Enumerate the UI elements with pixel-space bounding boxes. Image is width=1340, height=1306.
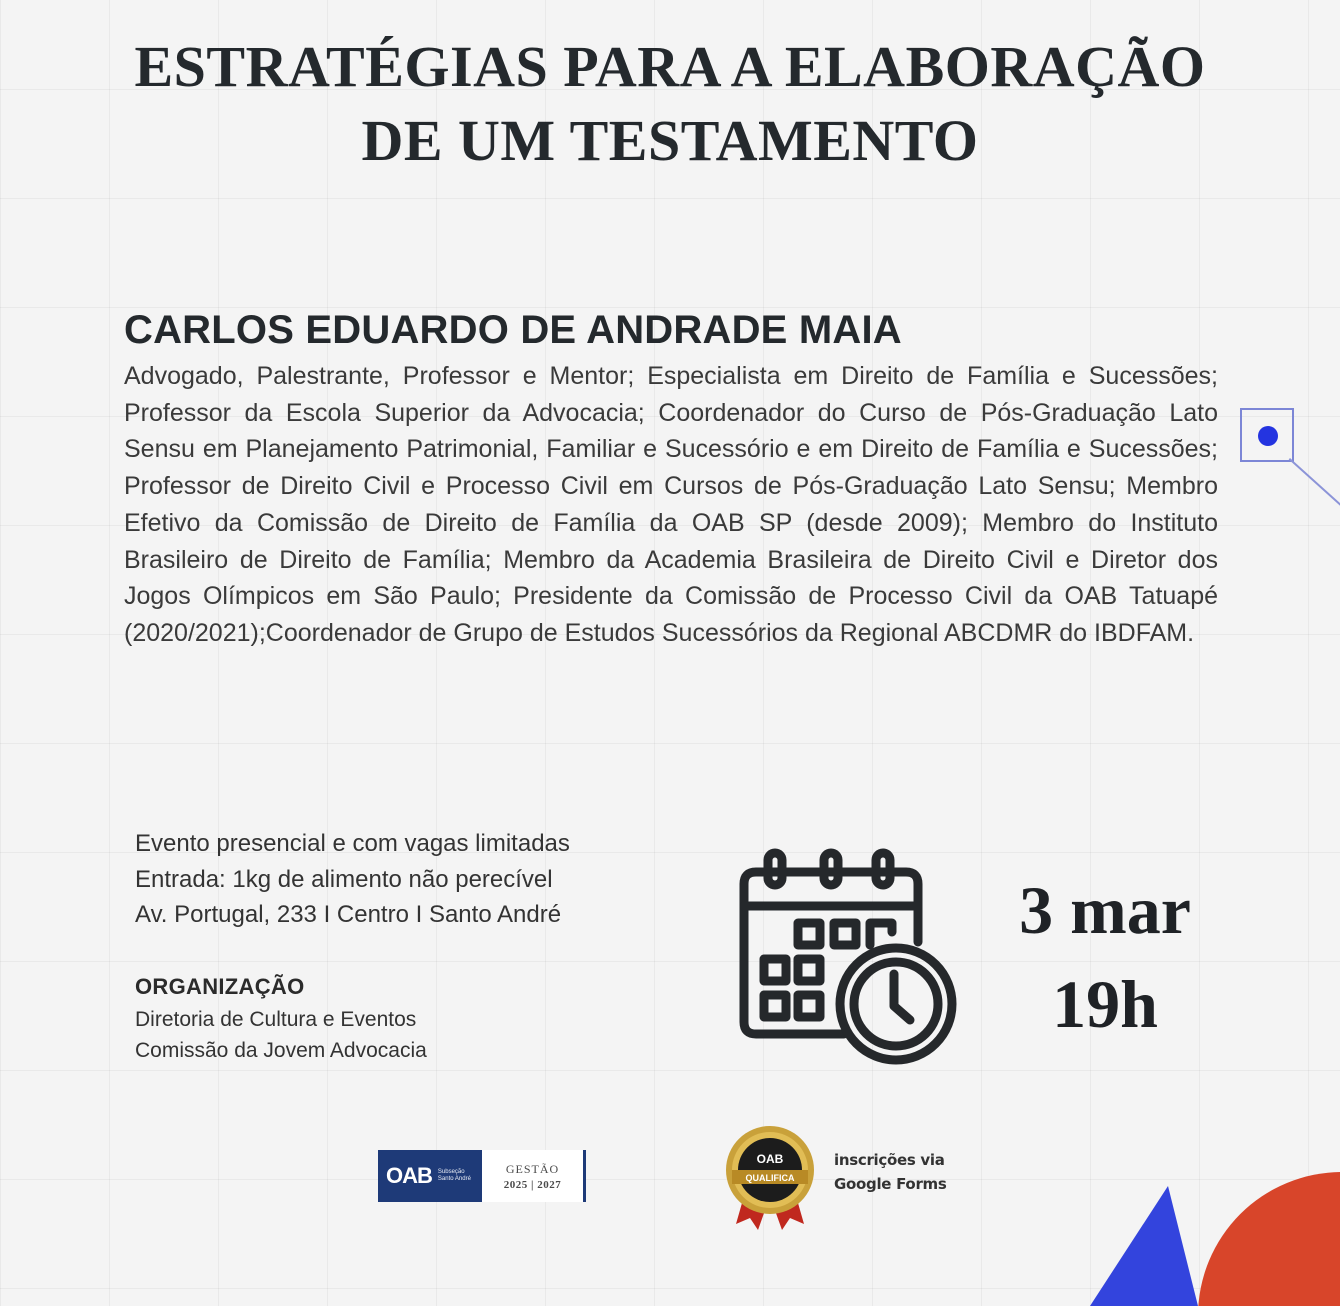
oab-logo-mark-panel: [378, 1150, 482, 1202]
title-line-1: ESTRATÉGIAS PARA A ELABORAÇÃO: [134, 34, 1206, 99]
event-entry: Entrada: 1kg de alimento não perecível: [135, 865, 553, 893]
registration-line-2: Google Forms: [834, 1175, 947, 1193]
calendar-clock-icon: [736, 846, 964, 1072]
seal-top-text: OAB: [756, 1152, 784, 1166]
registration-info: [834, 1148, 947, 1196]
oab-gestao-panel: [482, 1150, 586, 1202]
qualifica-seal-icon: [722, 1124, 818, 1230]
decorative-dot: [1258, 426, 1278, 446]
gestao-label: GESTÃO: [505, 1161, 560, 1176]
event-info: [135, 826, 570, 933]
decorative-line: [1289, 458, 1340, 513]
oab-subsection: [438, 1169, 471, 1183]
event-format: Evento presencial e com vagas limitadas: [135, 830, 570, 857]
oab-mark: OAB: [386, 1163, 432, 1188]
gestao-period: 2025 | 2027: [503, 1178, 562, 1191]
decorative-red-circle: [1198, 1172, 1340, 1306]
decorative-shapes: [1080, 1110, 1340, 1306]
event-date: 3 mar: [1019, 872, 1191, 948]
oab-sub-line-1: Subseção: [437, 1169, 465, 1175]
oab-logo: [378, 1150, 586, 1202]
page-title: [0, 30, 1340, 178]
event-datetime: [975, 866, 1235, 1048]
seal-band-text: QUALIFICA: [745, 1173, 795, 1183]
registration-line-1: inscrições via: [834, 1151, 945, 1169]
organization-item: Comissão da Jovem Advocacia: [135, 1039, 427, 1062]
event-time: 19h: [1052, 966, 1158, 1042]
speaker-name: CARLOS EDUARDO DE ANDRADE MAIA: [124, 308, 902, 352]
speaker-bio: Advogado, Palestrante, Professor e Mentor; Especialista em Direito de Família e Sucessões; Professor da Escola Superior da Advocacia; Coordenador do Curso de Pós-Graduação Lato Sensu em Planejamento Patrimonial, Familiar e Sucessório e em Direito de Família e Sucessões; Professor de Direito Civil e Processo Civil em Cursos de Pós-Graduação Lato Sensu; Membro Efetivo da Comissão de Direito de Família da OAB SP (desde 2009); Membro do Instituto Brasileiro de Direito de Família; Membro da Academia Brasileira de Direito Civil e Diretor dos Jogos Olímpicos em São Paulo; Presidente da Comissão de Processo Civil da OAB Tatuapé (2020/2021);Coordenador de Grupo de Estudos Sucessórios da Regional ABCDMR do IBDFAM.: [124, 362, 1218, 647]
oab-sub-line-2: Santo André: [437, 1176, 471, 1182]
event-address: Av. Portugal, 233 I Centro I Santo André: [135, 901, 562, 928]
decorative-blue-triangle: [1090, 1186, 1198, 1306]
title-line-2: DE UM TESTAMENTO: [361, 108, 979, 173]
organization-list: [135, 1004, 427, 1066]
organization-item: Diretoria de Cultura e Eventos: [135, 1008, 417, 1031]
organization-heading: ORGANIZAÇÃO: [135, 974, 305, 999]
